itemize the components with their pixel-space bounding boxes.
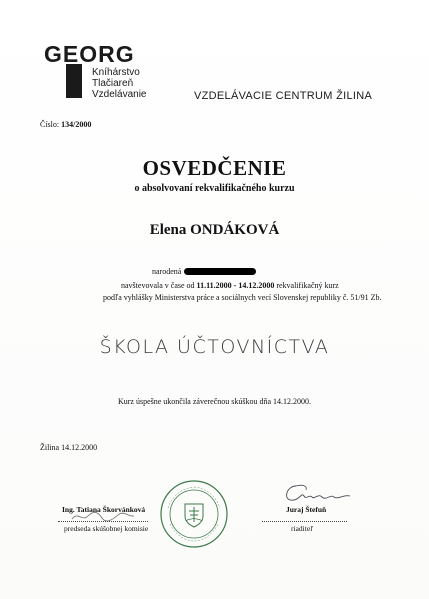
- logo-line: Tlačiareň: [92, 78, 134, 89]
- right-signature-line: [262, 521, 347, 522]
- recipient-name: Elena ONDÁKOVÁ: [149, 222, 280, 238]
- redaction-bar: [184, 268, 256, 275]
- certificate-subtitle: o absolvovaní rekvalifikačného kurzu: [134, 183, 295, 194]
- course-name: ŠKOLA ÚČTOVNÍCTVA: [99, 336, 330, 358]
- regulation-line: podľa vyhlášky Ministerstva práce a sociálnych vecí Slovenskej republiky č. 51/91 Zb.: [103, 293, 382, 302]
- attendance-prefix: navštevovala v čase od: [121, 281, 195, 290]
- right-signature-scribble: [276, 480, 354, 506]
- logo-subtitle: [92, 67, 146, 100]
- certificate-title: OSVEDČENIE: [142, 156, 287, 180]
- issuer-name: VZDELÁVACIE CENTRUM ŽILINA: [194, 90, 373, 102]
- document-number: [40, 120, 91, 129]
- left-signatory-role: predseda skúšobnej komisie: [64, 524, 149, 533]
- document-number-value: 134/2000: [61, 120, 92, 129]
- right-signatory-name: Juraj Štefuň: [286, 505, 327, 514]
- attendance-period: 11.11.2000 - 14.12.2000: [196, 281, 275, 290]
- exam-line: Kurz úspešne ukončila záverečnou skúškou dňa 14.12.2000.: [117, 397, 312, 406]
- logo-word: GEORG: [44, 41, 135, 67]
- right-signatory-role: riaditeľ: [291, 524, 314, 533]
- logo-line: Kníhárstvo: [92, 67, 140, 78]
- birth-line: [152, 267, 256, 276]
- left-signature-line: [58, 521, 148, 522]
- attendance-suffix: rekvalifikačný kurz: [276, 281, 339, 290]
- document-number-label: Číslo:: [40, 120, 60, 129]
- attendance-line: [121, 281, 339, 290]
- official-stamp: [158, 478, 230, 550]
- logo-bar: [66, 64, 82, 98]
- birth-label: narodená: [152, 267, 182, 276]
- place-date: Žilina 14.12.2000: [40, 443, 98, 452]
- georg-logo: [44, 42, 154, 102]
- logo-line: Vzdelávanie: [92, 89, 147, 100]
- left-signatory-name: Ing. Tatiana Škorvánková: [62, 505, 146, 514]
